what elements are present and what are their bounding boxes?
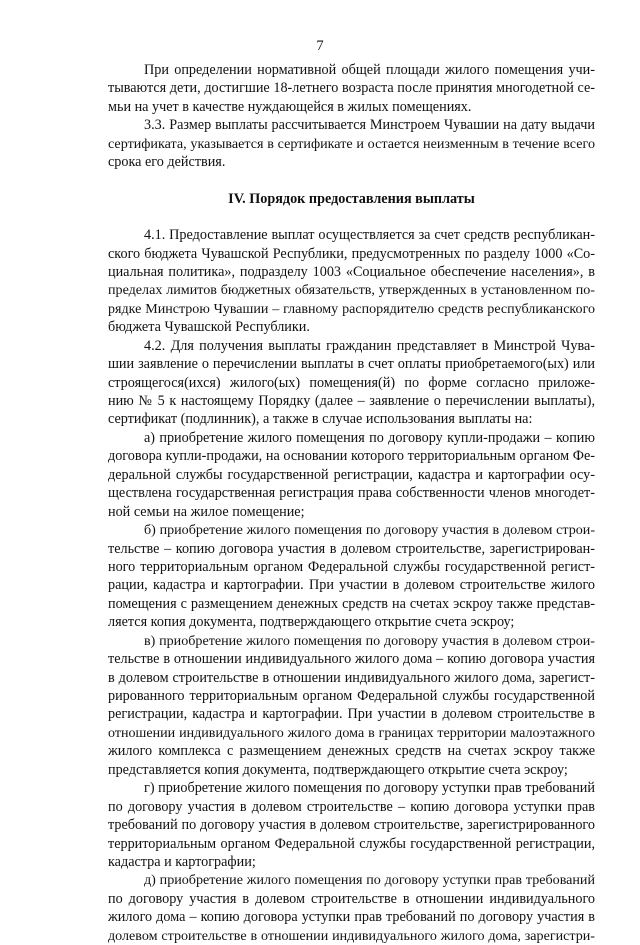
text-line: г) приобретение жилого помещения по договору уступки прав требований [144,780,595,797]
text-line: в) приобретение жилого помещения по договору участия в долевом строи- [144,632,595,649]
text-line: рированного территориальным органом Федеральной службы государственной [108,688,595,704]
text-line: отношении индивидуального жилого дома в границах территории малоэтажного [108,724,595,741]
text-line: б) приобретение жилого помещения по договору участия в долевом строи- [144,522,595,539]
text-line: мьи на учет в качестве нуждающейся в жилых помещениях. [108,98,472,115]
text-line: кадастра и картографии; [108,853,256,870]
text-line: При определении нормативной общей площади жилого помещения учи- [144,62,595,78]
text-line: а) приобретение жилого помещения по договору купли-продажи – копию [144,429,595,446]
text-line: бюджета Чувашской Республики. [108,319,310,336]
text-line: д) приобретение жилого помещения по договору уступки прав требований [144,872,595,889]
text-line: сертификат (подлинник), а также в случае использования выплаты на: [108,411,533,428]
text-line: рядке Минстрою Чувашии – главному распорядителю средств республиканского [108,300,595,317]
text-line: тельстве в отношении индивидуального жилого дома – копию договора участия [108,651,595,668]
text-line: ного территориальным органом Федеральной службы государственной регист- [108,558,595,575]
text-line: 4.1. Предоставление выплат осуществляется за счет средств республикан- [144,227,595,244]
page-number: 7 [316,38,324,54]
text-line: договора купли-продажи, на основании которого территориальным органом Фе- [108,448,595,465]
text-line: шии заявление о перечислении выплаты в счет оплаты приобретаемого(ых) или [108,356,595,373]
text-line: 3.3. Размер выплаты рассчитывается Минстроем Чувашии на дату выдачи [144,117,595,134]
text-line: деральной службы государственной регистрации, кадастра и картографии осу- [108,466,595,483]
text-line: тельстве – копию договора участия в долевом строительстве, зарегистрирован- [108,540,595,557]
text-line: срока его действия. [108,154,226,171]
text-line: ского бюджета Чувашской Республики, предусмотренных по разделу 1000 «Со- [108,245,595,262]
text-line: жилого комплекса с размещением денежных средств на счетах эскроу также [108,743,595,760]
text-line: требований по договору участия в долевом строительстве, зарегистрированного [108,817,595,834]
text-line: ной семьи на жилое помещение; [108,503,305,520]
text-line: 4.2. Для получения выплаты гражданин представляет в Минстрой Чува- [144,337,595,354]
text-line: сертификата, указывается в сертификате и остается неизменным в течение всего [108,135,595,152]
text-line: по договору участия в долевом строительстве – копию договора уступки прав [108,798,595,815]
page-body [108,61,595,945]
text-line: по договору участия в долевом строительстве в отношении индивидуального [108,890,595,907]
text-line: рации, кадастра и картографии. При участии в долевом строительстве жилого [108,577,595,594]
text-line: тываются дети, достигшие 18-летнего возраста после принятия многодетной се- [108,80,595,97]
text-line: долевом строительстве в отношении индивидуального жилого дома, зарегистри- [108,927,595,944]
text-line: ществлена государственная регистрация права собственности членов многодет- [108,485,595,502]
text-line: территориальным органом Федеральной службы государственной регистрации, [108,835,595,852]
text-line: строящегося(ихся) жилого(ых) помещения(й) по форме согласно приложе- [108,374,595,391]
text-line: в долевом строительстве в отношении индивидуального жилого дома, зарегист- [108,669,595,686]
text-line: представляется копия документа, подтверждающего открытие счета эскроу; [108,761,568,778]
text-line: циальная политика», подразделу 1003 «Социальное обеспечение населения», в [108,263,595,280]
text-line: нию № 5 к настоящему Порядку (далее – заявление о перечислении выплаты), [108,393,595,409]
text-line: регистрации, кадастра и картографии. При участии в долевом строительстве в [108,706,595,723]
section-heading: IV. Порядок предоставления выплаты [228,190,475,207]
text-line: ляется копия документа, подтверждающего открытие счета эскроу; [108,614,515,631]
text-line: помещения с размещением денежных средств на счетах эскроу также представ- [108,595,595,612]
text-line: жилого дома – копию договора уступки прав требований по договору участия в [108,909,595,926]
text-line: пределах лимитов бюджетных обязательств, утвержденных в установленном по- [108,282,595,299]
